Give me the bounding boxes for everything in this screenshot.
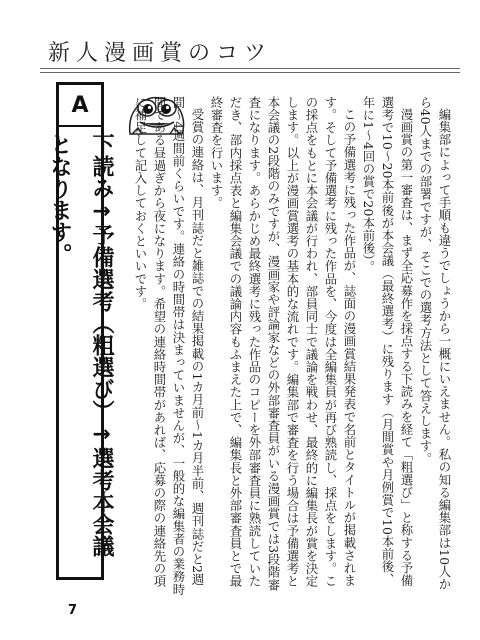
body-paragraph: 編集部によって手順も違うでしょうから一概にいえません。私の知る編集部は10人から40人までの部署ですが、そこでの選考方法として答えします。 (418, 96, 452, 591)
answer-body (112, 96, 454, 596)
page-title: 新人漫画賞のコツ (48, 41, 273, 66)
header-rule (40, 68, 460, 69)
body-paragraph: この予備選考に残った作品が、誌面の漫画賞結果発表で名前とタイトルが掲載されます。そして予備選考に残った作品を、今度は全編集員が再び熟読し、採点をします。この採点をもとに本会議が行われ、部員同士で議論を戦わせ、最終的に編集長が賞を決定します。以上が漫画賞選考の基本的な流れです。編集部で審査を行う場合は予備選考と本会議の2段階のみですが、漫画家や評論家などの外部審査員がいる漫画賞では3段階審査になります。あらかじめ最終選考に残った作品のコピーを外部審査員に熟読していただき、部内採点表と編集会議での議論内容もふまえた上で、編集長と外部審査員とで最終審査を行います。 (209, 96, 357, 591)
page-header (40, 22, 460, 76)
page-number: 7 (68, 603, 78, 618)
answer-label: A (59, 85, 101, 127)
header-rule-double (40, 72, 460, 73)
answer-headline: 下読み→予備選考（粗選び）→選考本会議となります。 (47, 133, 114, 557)
body-paragraph: 漫画賞の第一審査は、まず全応募作を採点する下読みを経て「粗選び」と称する予備選考で10〜20本前後が本会議（最終選考）に残ります（月間賞や月例賞で10本前後、年に1〜4回の賞で20本前後）。 (361, 96, 414, 588)
answer-headline-box (47, 82, 114, 580)
body-paragraph: 受賞の連絡は、月刊誌だと雑誌での結果掲載の1カ月前〜1カ月半前、週刊誌だと2週間〜4週間前くらいです。連絡の時間帯は決まっていませんが、一般的な編集者の業務時間である昼過ぎから夜になります。希望の連絡時間帯があれば、応募の際の連絡先の項に補足して記入しておくといいです。 (133, 96, 205, 596)
